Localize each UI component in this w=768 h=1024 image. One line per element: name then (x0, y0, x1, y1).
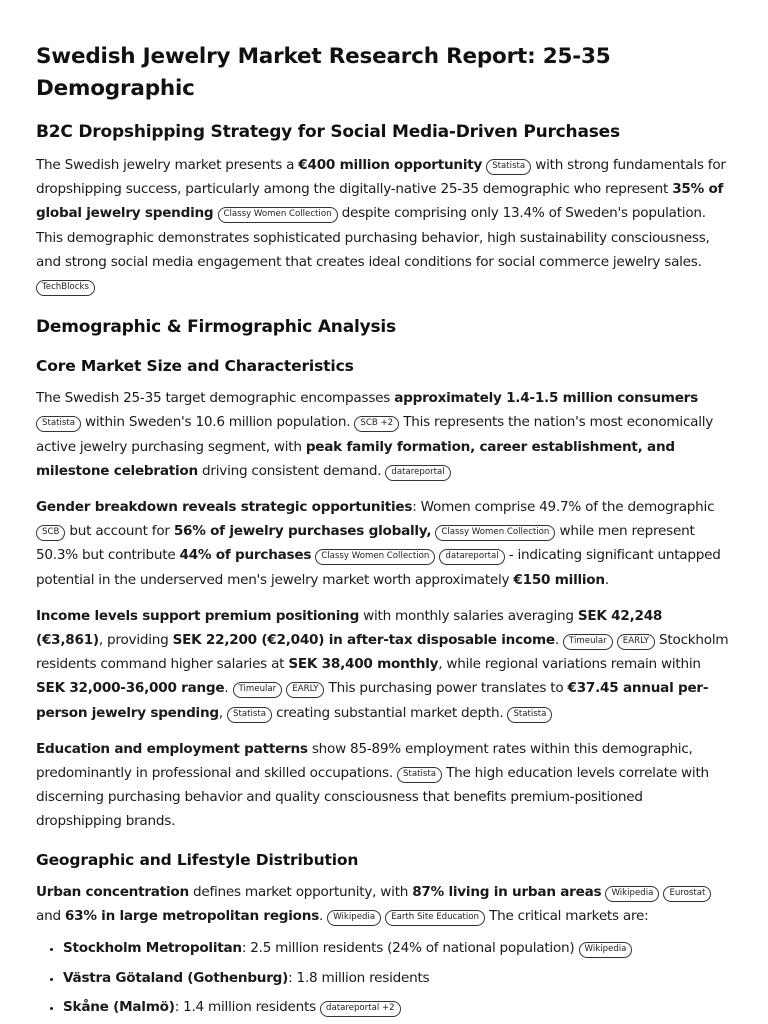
citation-badge[interactable]: EARLY (286, 682, 324, 698)
citation-badge[interactable]: Wikipedia (605, 886, 659, 902)
citation-badge[interactable]: SCB +2 (354, 416, 399, 432)
citation-badge[interactable]: Wikipedia (579, 942, 633, 958)
citation-badge[interactable]: Timeular (233, 682, 283, 698)
intro-paragraph: The Swedish jewelry market presents a €400 million opportunity Statista with strong fundamentals for dropshipping success, particularly among the digitally-native 25-35 demographic who represent 35% of global jewelry spending Classy Women Collection despite comprising only 13.4% of Sweden's population. This demographic demonstrates sophisticated purchasing behavior, high sustainability consciousness, and strong social media engagement that creates ideal conditions for social commerce jewelry sales. TechBlocks (36, 153, 732, 298)
education-paragraph: Education and employment patterns show 85-89% employment rates within this demographic, predominantly in professional and skilled occupations. Statista The high education levels correlate with discerning purchasing behavior and quality consciousness that benefits premium-positioned dropshipping brands. (36, 740, 709, 830)
citation-badge[interactable]: EARLY (617, 634, 655, 650)
citation-badge[interactable]: Timeular (563, 634, 613, 650)
citation-badge[interactable]: Statista (36, 416, 81, 432)
report-subtitle: B2C Dropshipping Strategy for Social Media-Driven Purchases (36, 122, 620, 142)
citation-badge[interactable]: Eurostat (663, 886, 711, 902)
subsection-heading: Core Market Size and Characteristics (36, 357, 354, 376)
citation-badge[interactable]: Statista (507, 707, 552, 723)
citation-badge[interactable]: datareportal (385, 465, 450, 481)
citation-badge[interactable]: SCB (36, 525, 65, 541)
citation-badge[interactable]: datareportal (439, 549, 504, 565)
gender-paragraph: Gender breakdown reveals strategic opportunities: Women comprise 49.7% of the demographic SCB but account for 56% of jewelry purchases globally, Classy Women Collection while men represent 50.3% but contribute 44% of purchases Classy Women Collection datareportal - indicating significant untapped potential in the underserved men's jewelry market worth approximately €150 million. (36, 499, 721, 588)
citation-badge[interactable]: Classy Women Collection (315, 549, 435, 565)
report-title: Swedish Jewelry Market Research Report: 25-35 Demographic (36, 44, 611, 101)
list-item: • Skåne (Malmö): 1.4 million residents datareportal +2 (63, 993, 732, 1023)
citation-badge[interactable]: Earth Site Education (385, 910, 485, 926)
citation-badge[interactable]: TechBlocks (36, 280, 95, 296)
list-item: • Västra Götaland (Gothenburg): 1.8 million residents (63, 964, 732, 994)
section-heading: Demographic & Firmographic Analysis (36, 317, 396, 338)
subsection-heading: Geographic and Lifestyle Distribution (36, 850, 359, 869)
citation-badge[interactable]: Wikipedia (327, 910, 381, 926)
citation-badge[interactable]: Statista (486, 159, 531, 175)
region-list (36, 934, 732, 1023)
list-item: • Stockholm Metropolitan: 2.5 million residents (24% of national population) Wikipedia (63, 934, 732, 964)
citation-badge[interactable]: datareportal +2 (320, 1001, 401, 1017)
income-paragraph: Income levels support premium positioning with monthly salaries averaging SEK 42,248 (€3,861), providing SEK 22,200 (€2,040) in after-tax disposable income. Timeular EARLY Stockholm residents command higher salaries at SEK 38,400 monthly, while regional variations remain within SEK 32,000-36,000 range. Timeular EARLY This purchasing power translates to €37.45 annual per-person jewelry spending, Statista creating substantial market depth. Statista (36, 607, 729, 721)
market-size-paragraph: The Swedish 25-35 target demographic encompasses approximately 1.4-1.5 million consumers Statista within Sweden's 10.6 million population. SCB +2 This represents the nation's most economically active jewelry purchasing segment, with peak family formation, career establishment, and milestone celebration driving consistent demand. datareportal (36, 390, 714, 479)
citation-badge[interactable]: Statista (227, 707, 272, 723)
citation-badge[interactable]: Classy Women Collection (218, 207, 338, 223)
citation-badge[interactable]: Statista (397, 767, 442, 783)
citation-badge[interactable]: Classy Women Collection (435, 525, 555, 541)
urban-paragraph: Urban concentration defines market opportunity, with 87% living in urban areas Wikipedia Eurostat and 63% in large metropolitan regions. Wikipedia Earth Site Education The critical markets are: (36, 880, 732, 928)
